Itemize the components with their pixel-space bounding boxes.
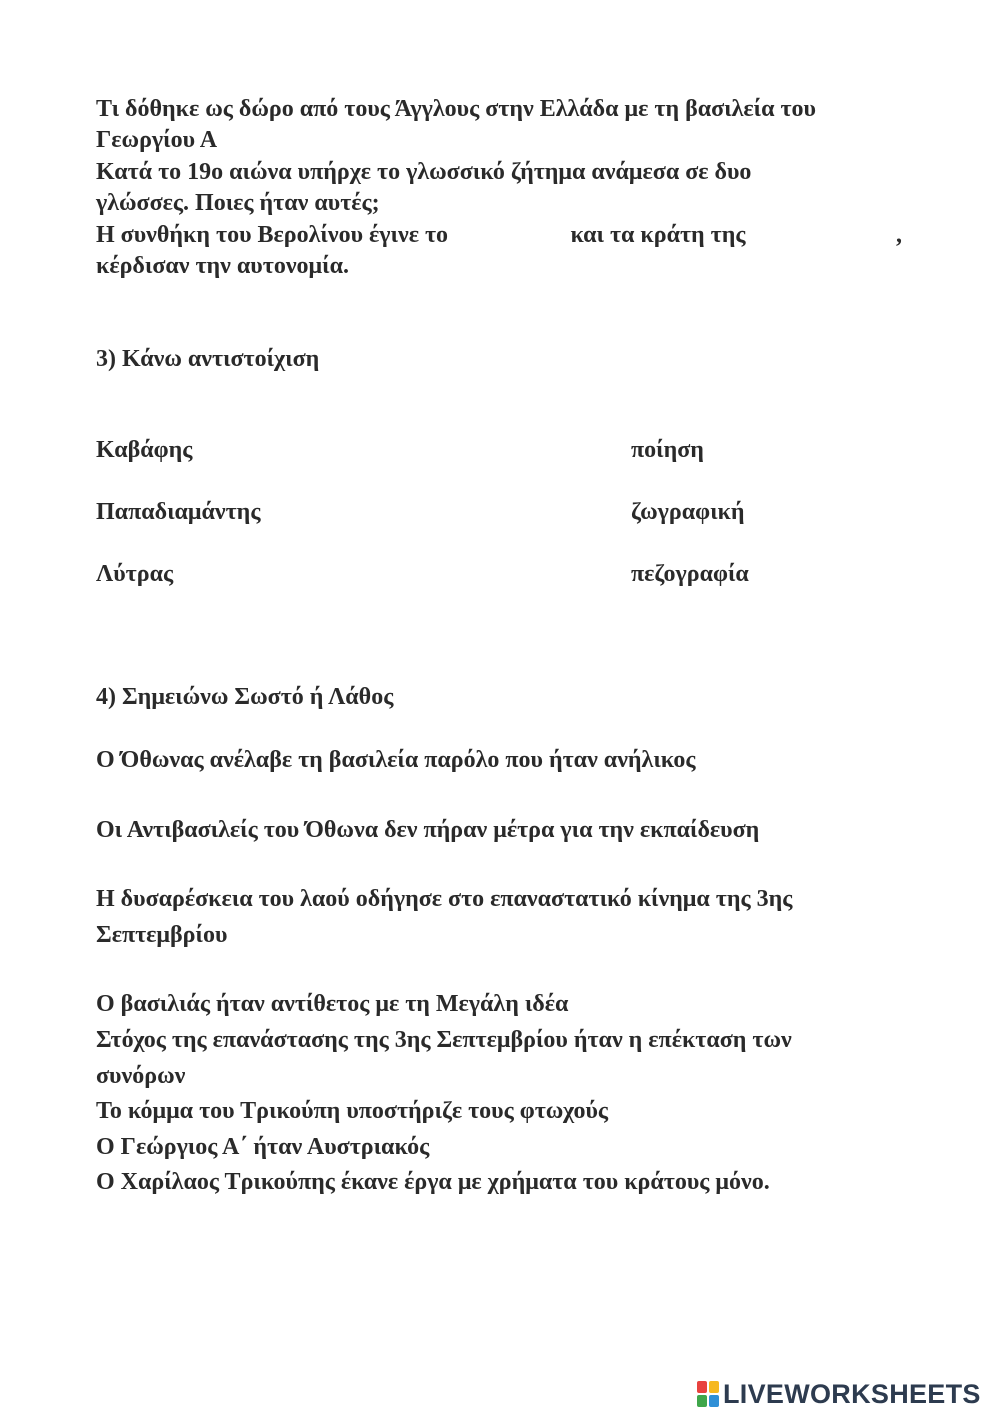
liveworksheets-logo: [697, 1378, 981, 1410]
berlin-part1: Η συνθήκη του Βερολίνου έγινε το: [96, 222, 449, 248]
statement-6[interactable]: [96, 1093, 902, 1129]
statement-4[interactable]: [96, 986, 902, 1022]
question-language-line1: Κατά το 19ο αιώνα υπήρχε το γλωσσικό ζήτημα ανάμεσα σε δυο: [96, 159, 752, 185]
match-left-item[interactable]: Παπαδιαμάντης: [96, 499, 261, 525]
match-right-item[interactable]: ποίηση: [631, 437, 704, 463]
question-gift: [96, 94, 902, 156]
statement-8[interactable]: [96, 1164, 902, 1200]
statement-5[interactable]: [96, 1022, 902, 1094]
match-left-item[interactable]: Καβάφης: [96, 437, 193, 463]
true-false-heading: 4) Σημειώνω Σωστό ή Λάθος: [96, 684, 394, 710]
liveworksheets-logo-icon: [697, 1381, 719, 1407]
blank-answer-1[interactable]: [489, 220, 529, 251]
statement-5-line1: Στόχος της επανάστασης της 3ης Σεπτεμβρίου ήταν η επέκταση των: [96, 1027, 792, 1053]
statement-4-text: Ο βασιλιάς ήταν αντίθετος με τη Μεγάλη ιδέα: [96, 991, 569, 1017]
question-berlin-line1: [96, 220, 902, 251]
berlin-part2: και τα κράτη της: [570, 222, 746, 248]
statement-7-text: Ο Γεώργιος Α΄ ήταν Αυστριακός: [96, 1134, 430, 1160]
matching-heading: 3) Κάνω αντιστοίχιση: [96, 346, 320, 372]
question-language: [96, 157, 902, 219]
statement-2-text: Οι Αντιβασιλείς του Όθωνα δεν πήραν μέτρα για την εκπαίδευση: [96, 817, 760, 843]
statement-1[interactable]: [96, 742, 902, 778]
statement-7[interactable]: [96, 1129, 902, 1165]
question-gift-line2: Γεωργίου Α: [96, 127, 218, 153]
statement-3-line2: Σεπτεμβρίου: [96, 922, 228, 948]
statement-6-text: Το κόμμα του Τρικούπη υποστήριζε τους φτωχούς: [96, 1098, 609, 1124]
statement-5-line2: συνόρων: [96, 1063, 186, 1089]
question-language-line2: γλώσσες. Ποιες ήταν αυτές;: [96, 190, 380, 216]
question-gift-line1: Τι δόθηκε ως δώρο από τους Άγγλους στην Ελλάδα με τη βασιλεία του: [96, 96, 817, 122]
liveworksheets-logo-text: LIVEWORKSHEETS: [723, 1378, 981, 1409]
match-right-item[interactable]: πεζογραφία: [631, 561, 749, 587]
statement-3-line1: Η δυσαρέσκεια του λαού οδήγησε στο επαναστατικό κίνημα της 3ης: [96, 886, 793, 912]
match-left-item[interactable]: Λύτρας: [96, 561, 174, 587]
question-berlin: [96, 220, 902, 282]
statement-1-text: Ο Όθωνας ανέλαβε τη βασιλεία παρόλο που ήταν ανήλικος: [96, 747, 696, 773]
statement-2[interactable]: [96, 812, 902, 848]
statement-3[interactable]: [96, 881, 902, 953]
statement-8-text: Ο Χαρίλαος Τρικούπης έκανε έργα με χρήματα του κράτους μόνο.: [96, 1169, 770, 1195]
match-right-item[interactable]: ζωγραφική: [631, 499, 745, 525]
berlin-part3: ,: [895, 222, 902, 248]
blank-answer-2[interactable]: [787, 220, 855, 251]
question-berlin-line2: κέρδισαν την αυτονομία.: [96, 253, 349, 279]
